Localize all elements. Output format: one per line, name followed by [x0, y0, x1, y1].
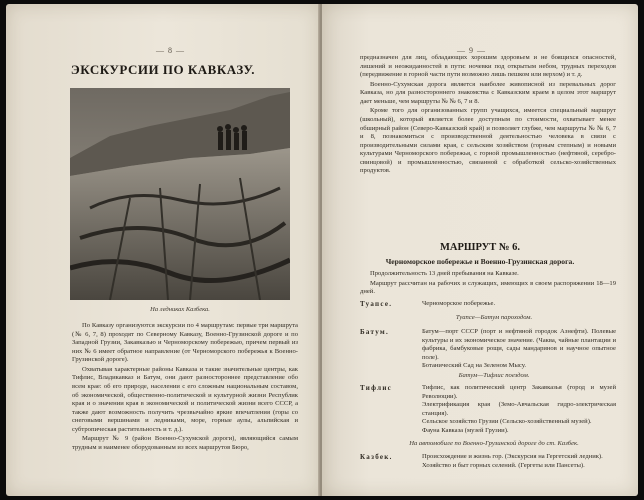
- route-title: МАРШРУТ № 6.: [440, 242, 520, 253]
- route-leg: Батум—Тифлис поездом.: [458, 372, 530, 379]
- right-page: [322, 4, 638, 496]
- book-spread: [6, 4, 638, 496]
- stop-name: Туапсе.: [360, 300, 393, 308]
- route-subtitle: Черноморское побережье и Военно-Грузинская дорога.: [385, 257, 575, 266]
- stop-entry: [360, 300, 616, 309]
- paragraph: Маршрут рассчитан на рабочих и служащих, имеющих в своем распоряжении 18—19 дней.: [360, 279, 616, 296]
- stop-name: Батум.: [360, 328, 390, 336]
- photo-caption: На ледниках Казбека.: [150, 306, 210, 313]
- stop-desc: Черноморское побережье.: [422, 300, 496, 307]
- stop-desc: Электрификация края (Земо-Авчальская гидро-электрическая станция).: [422, 401, 616, 417]
- paragraph: По Кавказу организуются экскурсии по 4 маршрутам: первые три маршрута (№ 6, 7, 8) проходят по Северному Кавказу, Военно-Грузинской дороге и по Западной Грузии, Закавказью и Черноморскому побережью, причем первый из них № 6 имеет обратное направление (от Черноморского побережья к Военно-Грузинской дороге).: [72, 322, 298, 364]
- stop-desc: Хозяйство и быт горных селений. (Гергеты или Пансеты).: [422, 461, 585, 469]
- kazbek-glacier-photo: [70, 88, 290, 300]
- stop-entry: [360, 384, 616, 435]
- route-leg: Туапсе—Батум пароходом.: [455, 314, 533, 321]
- page-number: — 9 —: [457, 46, 486, 55]
- stop-entry: [360, 453, 616, 470]
- paragraph: Продолжительность 13 дней пребывания на Кавказе.: [370, 270, 519, 277]
- stop-name: Казбек.: [360, 453, 393, 461]
- paragraph: Маршрут № 9 (район Военно-Сухумской дороги), являющийся самым трудным и наименее оборудованным из всех маршрутов Бюро,: [72, 435, 298, 451]
- paragraph: Военно-Сухумская дорога является наиболее живописной из перевальных дорог Кавказа, но для разностороннего знакомства с Кавказским краем в целом этот маршрут дает меньше, чем маршруты № № 6, 7 и 8.: [360, 80, 616, 105]
- paragraph: Кроме того для организованных групп учащихся, имеется специальный маршрут (школьный), который является более доступным по стоимости, охватывает менее обширный район (Северо-Кавказский край) и позволяет глубже, чем маршруты № № 6, 7 и 8, познакомиться с производственной деятельностью человека в связи с производительными силами края, с сельским хозяйством (горным степным) и новыми культурами Черноморского побережья, с горной промышленностью (нефтяной, серебро-свинцовой) и промышленностью, связанной с обработкой сельско-хозяйственных продуктов.: [360, 107, 616, 175]
- paragraph: Охватывая характерные районы Кавказа и такие значительные центры, как Тифлис, Владикавказ и Батум, они дают разностороннее представление обо всем крае: об его природе, населении с его сложным национальным составом, об экономической, общественно-политической и культурной жизни Республик края и о значении края в экономической и политической жизни всего СССР, а также дают возможность получить чрезвычайно яркие впечатления (горы со снеговыми вершинами и ледниками, море, горные аулы, альпийская и субтропическая растительность и т. д.).: [72, 365, 298, 433]
- page-title: ЭКСКУРСИИ ПО КАВКАЗУ.: [70, 62, 256, 77]
- stop-desc: Фауна Кавказа (музей Грузии).: [422, 426, 509, 434]
- stop-desc: Сельское хозяйство Грузии (Сельско-хозяйственный музей).: [422, 418, 592, 426]
- body-text: [360, 54, 616, 177]
- page-number: — 8 —: [156, 46, 185, 55]
- stop-name: Тифлис: [360, 384, 393, 392]
- body-text: [72, 322, 298, 453]
- stop-entry: [360, 328, 616, 371]
- stop-desc: Тифлис, как политический центр Закавказья (город и музей Революции).: [422, 384, 616, 400]
- stop-desc: Ботанический Сад на Зеленом Мысу.: [422, 362, 527, 370]
- left-page: [6, 4, 320, 496]
- paragraph: предназначен для лиц, обладающих хорошим здоровьем и не боящихся опасностей, лишений и неожиданностей в пути: ночевки под открытым небом, трудных переходов (передвижение в горной части пути возможно лишь пешком или верхом) и т. д.: [360, 54, 616, 79]
- route-duration: [360, 270, 616, 298]
- stop-desc: Происхождение и жизнь гор. (Экскурсия на Гергетский ледник).: [422, 453, 603, 460]
- stop-desc: Батум—порт СССР (порт и нефтяной городок Азнефти). Полевые культуры и их экономическое значение. (Чаква, чайные плантации и фабрика, бамбуковые рощи, сады мандаринов и научное опытное поле).: [422, 328, 616, 361]
- route-leg: На автомобиле по Военно-Грузинской дороге до ст. Казбек.: [409, 440, 579, 447]
